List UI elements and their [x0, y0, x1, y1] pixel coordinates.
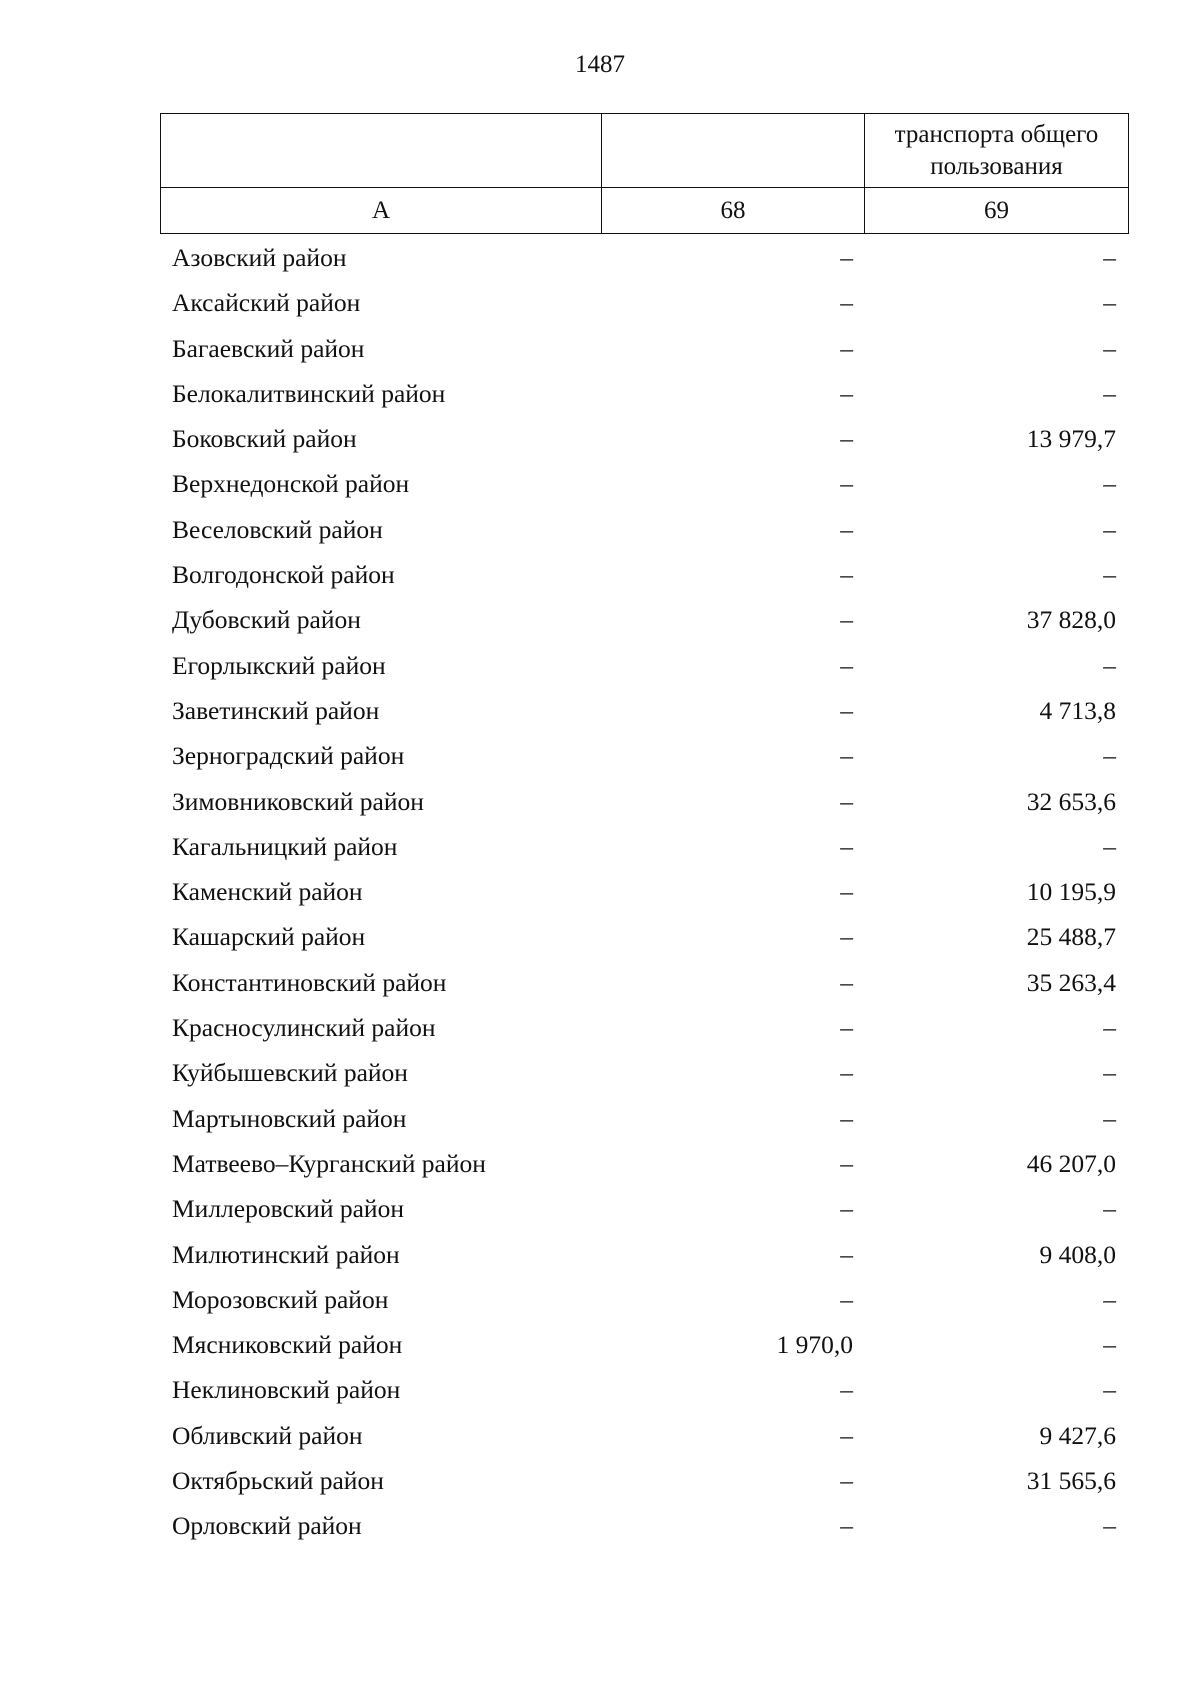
value-col-68: – — [840, 605, 853, 635]
district-name: Милютинский район — [172, 1239, 400, 1269]
district-name: Миллеровский район — [172, 1194, 404, 1224]
value-col-68: – — [840, 514, 853, 544]
district-name: Заветинский район — [172, 695, 380, 725]
district-name: Зимовниковский район — [172, 786, 424, 816]
district-name: Егорлыкский район — [172, 650, 386, 680]
value-col-69: – — [1103, 1284, 1116, 1314]
district-name: Мясниковский район — [172, 1330, 403, 1360]
table-row — [160, 824, 1127, 869]
value-col-68: – — [840, 333, 853, 363]
value-col-69: 37 828,0 — [1026, 605, 1116, 635]
district-name: Морозовский район — [172, 1284, 389, 1314]
value-col-69: 4 713,8 — [1039, 695, 1116, 725]
table-row — [160, 1141, 1127, 1186]
table-row — [160, 461, 1127, 506]
table-row — [160, 371, 1127, 416]
value-col-69: 10 195,9 — [1026, 877, 1116, 907]
value-col-69: – — [1103, 1194, 1116, 1224]
district-name: Белокалитвинский район — [172, 378, 446, 408]
value-col-68: – — [840, 1420, 853, 1450]
table-row — [160, 416, 1127, 461]
value-col-69: – — [1103, 469, 1116, 499]
value-col-69: – — [1103, 1375, 1116, 1405]
page-number: 1487 — [575, 51, 625, 78]
table-row — [160, 869, 1127, 914]
value-col-69: 9 408,0 — [1039, 1239, 1116, 1269]
value-col-68: – — [840, 378, 853, 408]
table-row — [160, 1322, 1127, 1367]
value-col-68: – — [840, 1148, 853, 1178]
district-name: Каменский район — [172, 877, 363, 907]
table-row — [160, 733, 1127, 778]
value-col-68: – — [840, 1284, 853, 1314]
table-row — [160, 507, 1127, 552]
value-col-69: 31 565,6 — [1026, 1466, 1116, 1496]
value-col-68: – — [840, 1466, 853, 1496]
district-name: Кашарский район — [172, 922, 366, 952]
district-name: Дубовский район — [172, 605, 361, 635]
value-col-69: – — [1103, 1511, 1116, 1541]
value-col-69: – — [1103, 1330, 1116, 1360]
header-col1-index: А — [161, 188, 602, 234]
table-header — [160, 113, 1129, 234]
header-titles-row — [161, 114, 1129, 188]
table-row — [160, 1458, 1127, 1503]
value-col-68: – — [840, 424, 853, 454]
header-col1-title — [161, 114, 602, 188]
value-col-68: – — [840, 877, 853, 907]
header-col2-title — [602, 114, 865, 188]
value-col-69: – — [1103, 831, 1116, 861]
value-col-68: – — [840, 469, 853, 499]
district-name: Веселовский район — [172, 514, 383, 544]
value-col-69: 9 427,6 — [1039, 1420, 1116, 1450]
district-name: Кагальницкий район — [172, 831, 398, 861]
value-col-69: – — [1103, 560, 1116, 590]
district-name: Октябрьский район — [172, 1466, 384, 1496]
district-name: Константиновский район — [172, 967, 447, 997]
table-row — [160, 914, 1127, 959]
table-row — [160, 235, 1127, 280]
district-name: Азовский район — [172, 243, 347, 272]
value-col-68: 1 970,0 — [776, 1330, 853, 1360]
table-row — [160, 1413, 1127, 1458]
table-row — [160, 1503, 1127, 1548]
table-row — [160, 1005, 1127, 1050]
value-col-69: – — [1103, 741, 1116, 771]
table-row — [160, 1186, 1127, 1231]
table-row — [160, 597, 1127, 642]
header-col3-index: 69 — [865, 188, 1129, 234]
table-row — [160, 688, 1127, 733]
district-name: Боковский район — [172, 424, 357, 454]
district-name: Орловский район — [172, 1511, 362, 1541]
district-name: Неклиновский район — [172, 1375, 401, 1405]
value-col-68: – — [840, 243, 853, 272]
value-col-69: 32 653,6 — [1026, 786, 1116, 816]
table-row — [160, 779, 1127, 824]
table-row — [160, 1050, 1127, 1095]
value-col-69: 25 488,7 — [1026, 922, 1116, 952]
table-row — [160, 552, 1127, 597]
value-col-69: – — [1103, 243, 1116, 272]
district-name: Куйбышевский район — [172, 1058, 408, 1088]
table-row — [160, 960, 1127, 1005]
table-row — [160, 1367, 1127, 1412]
value-col-68: – — [840, 288, 853, 318]
table-row — [160, 1096, 1127, 1141]
table-row — [160, 326, 1127, 371]
value-col-68: – — [840, 560, 853, 590]
value-col-68: – — [840, 1058, 853, 1088]
table-row — [160, 280, 1127, 325]
value-col-69: – — [1103, 288, 1116, 318]
header-col3-title: транспорта общего пользования — [865, 114, 1129, 188]
value-col-69: 46 207,0 — [1026, 1148, 1116, 1178]
table-row — [160, 1277, 1127, 1322]
value-col-69: – — [1103, 1058, 1116, 1088]
value-col-68: – — [840, 1239, 853, 1269]
value-col-69: – — [1103, 514, 1116, 544]
district-name: Волгодонской район — [172, 560, 395, 590]
value-col-69: – — [1103, 378, 1116, 408]
value-col-68: – — [840, 741, 853, 771]
district-name: Багаевский район — [172, 333, 365, 363]
value-col-69: – — [1103, 1103, 1116, 1133]
value-col-69: 35 263,4 — [1026, 967, 1116, 997]
header-index-row — [161, 188, 1129, 234]
value-col-69: – — [1103, 333, 1116, 363]
value-col-69: 13 979,7 — [1026, 424, 1116, 454]
district-name: Мартыновский район — [172, 1103, 407, 1133]
value-col-68: – — [840, 831, 853, 861]
value-col-68: – — [840, 967, 853, 997]
value-col-68: – — [840, 1013, 853, 1043]
district-name: Матвеево–Курганский район — [172, 1148, 486, 1178]
value-col-68: – — [840, 650, 853, 680]
value-col-69: – — [1103, 1013, 1116, 1043]
district-name: Зерноградский район — [172, 741, 405, 771]
value-col-68: – — [840, 922, 853, 952]
value-col-68: – — [840, 695, 853, 725]
value-col-68: – — [840, 1103, 853, 1133]
value-col-68: – — [840, 1194, 853, 1224]
value-col-68: – — [840, 786, 853, 816]
district-name: Обливский район — [172, 1420, 363, 1450]
district-name: Красносулинский район — [172, 1013, 436, 1043]
value-col-69: – — [1103, 650, 1116, 680]
table-row — [160, 1232, 1127, 1277]
table-row — [160, 643, 1127, 688]
header-col2-index: 68 — [602, 188, 865, 234]
table-body — [160, 235, 1127, 1549]
district-name: Аксайский район — [172, 288, 361, 318]
value-col-68: – — [840, 1511, 853, 1541]
district-name: Верхнедонской район — [172, 469, 410, 499]
value-col-68: – — [840, 1375, 853, 1405]
